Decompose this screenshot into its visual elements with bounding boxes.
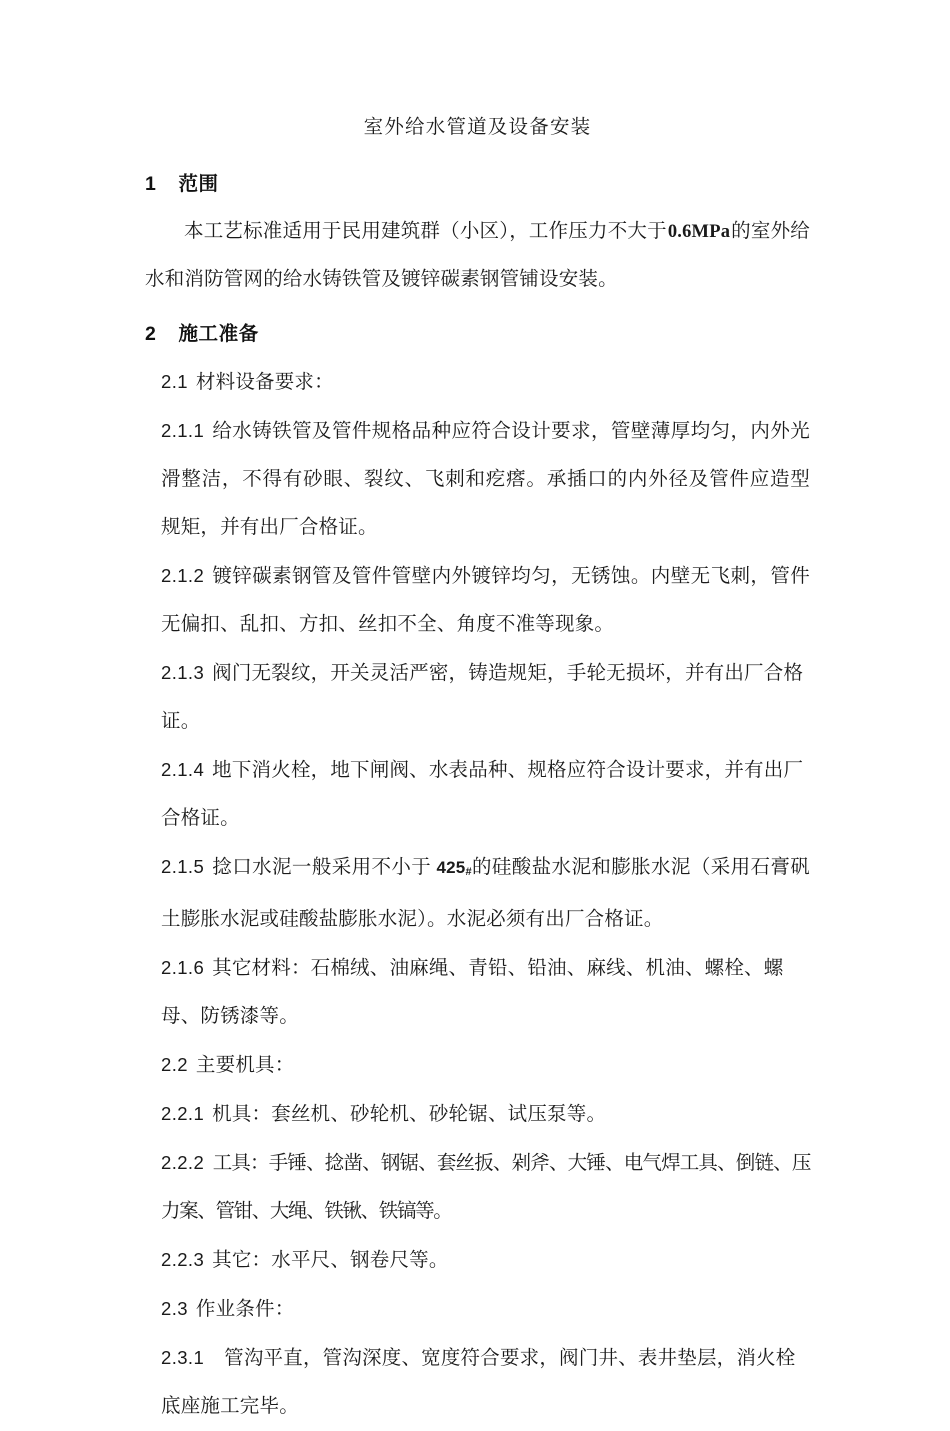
item-number: 2.2.3: [161, 1248, 205, 1270]
cement-grade: [436, 858, 471, 877]
list-item: [145, 552, 810, 649]
section-number-2: 2: [145, 323, 157, 345]
list-item: [145, 1285, 810, 1334]
item-text: 机具：套丝机、砂轮机、砂轮锯、试压泵等。: [212, 1103, 607, 1125]
item-text: 工具：手锤、捻凿、钢锯、套丝扳、剁斧、大锤、电气焊工具、倒链、压力案、管钳、大绳、铁锹、铁镐等。: [161, 1152, 810, 1222]
list-item: [145, 358, 810, 407]
list-item: [145, 1139, 810, 1236]
item-number: 2.3.1: [161, 1346, 205, 1368]
item-text: 给水铸铁管及管件规格品种应符合设计要求，管壁薄厚均匀，内外光滑整洁，不得有砂眼、裂纹、飞刺和疙瘩。承插口的内外径及管件应造型规矩，并有出厂合格证。: [161, 421, 810, 538]
document-content: [145, 104, 810, 1431]
list-item: [145, 1236, 810, 1285]
list-item: [145, 746, 810, 843]
item-text: 阀门无裂纹，开关灵活严密，铸造规矩，手轮无损坏，并有出厂合格证。: [161, 663, 804, 732]
item-text: 其它：水平尺、钢卷尺等。: [212, 1249, 449, 1271]
page-title: 室外给水管道及设备安装: [363, 117, 592, 138]
item-number: 2.2: [161, 1053, 188, 1075]
list-item: [145, 407, 810, 552]
list-item: [145, 1334, 810, 1431]
pressure-value: 0.6MPa: [667, 222, 731, 242]
item-text-before: 捻口水泥一般采用不小于: [212, 857, 432, 878]
list-item: [145, 944, 810, 1041]
list-item: [145, 1041, 810, 1090]
item-text: 其它材料：石棉绒、油麻绳、青铅、铅油、麻线、机油、螺栓、螺母、防锈漆等。: [161, 957, 784, 1027]
item-number: 2.1.2: [161, 565, 205, 586]
list-item: [145, 843, 810, 944]
item-number: 2.1.4: [161, 759, 205, 780]
list-item: [145, 649, 810, 746]
item-number: 2.1.6: [161, 956, 205, 978]
item-number: 2.1.3: [161, 662, 205, 683]
item-number: 2.1.1: [161, 420, 205, 441]
item-number: 2.2.2: [161, 1151, 205, 1173]
section-number-1: 1: [145, 173, 157, 195]
paragraph-text-before: 本工艺标准适用于民用建筑群（小区），工作压力不大于: [184, 221, 667, 242]
item-text: 作业条件：: [195, 1298, 295, 1320]
cement-grade-value: 425: [436, 858, 466, 877]
section-heading-1: [145, 160, 810, 208]
item-text: 主要机具：: [195, 1054, 295, 1076]
section-label-1: 范围: [178, 173, 219, 195]
item-text: 镀锌碳素钢管及管件管壁内外镀锌均匀，无锈蚀。内壁无飞刺，管件无偏扣、乱扣、方扣、丝扣不全、角度不准等现象。: [161, 566, 810, 635]
list-item: [145, 1090, 810, 1139]
item-number: 2.3: [161, 1297, 188, 1319]
item-text: 地下消火栓，地下闸阀、水表品种、规格应符合设计要求，并有出厂合格证。: [161, 760, 804, 829]
section-heading-2: [145, 310, 810, 358]
item-number: 2.1: [161, 371, 188, 392]
section-label-2: 施工准备: [178, 323, 259, 345]
section-1-paragraph: [145, 208, 810, 304]
item-text-after: 的硅酸盐水泥和膨胀水泥（采用石膏矾土膨胀水泥或硅酸盐膨胀水泥）。水泥必须有出厂合格证。: [161, 857, 811, 930]
paragraph-text-after: 的室外给水和消防管网的给水铸铁管及镀锌碳素钢管铺设安装。: [145, 221, 810, 290]
item-number: 2.2.1: [161, 1102, 205, 1124]
item-text: 材料设备要求：: [195, 372, 334, 393]
cement-grade-mark: #: [465, 865, 472, 878]
item-number: 2.1.5: [161, 856, 205, 877]
item-text: 管沟平直，管沟深度、宽度符合要求，阀门井、表井垫层，消火栓底座施工完毕。: [161, 1347, 796, 1417]
